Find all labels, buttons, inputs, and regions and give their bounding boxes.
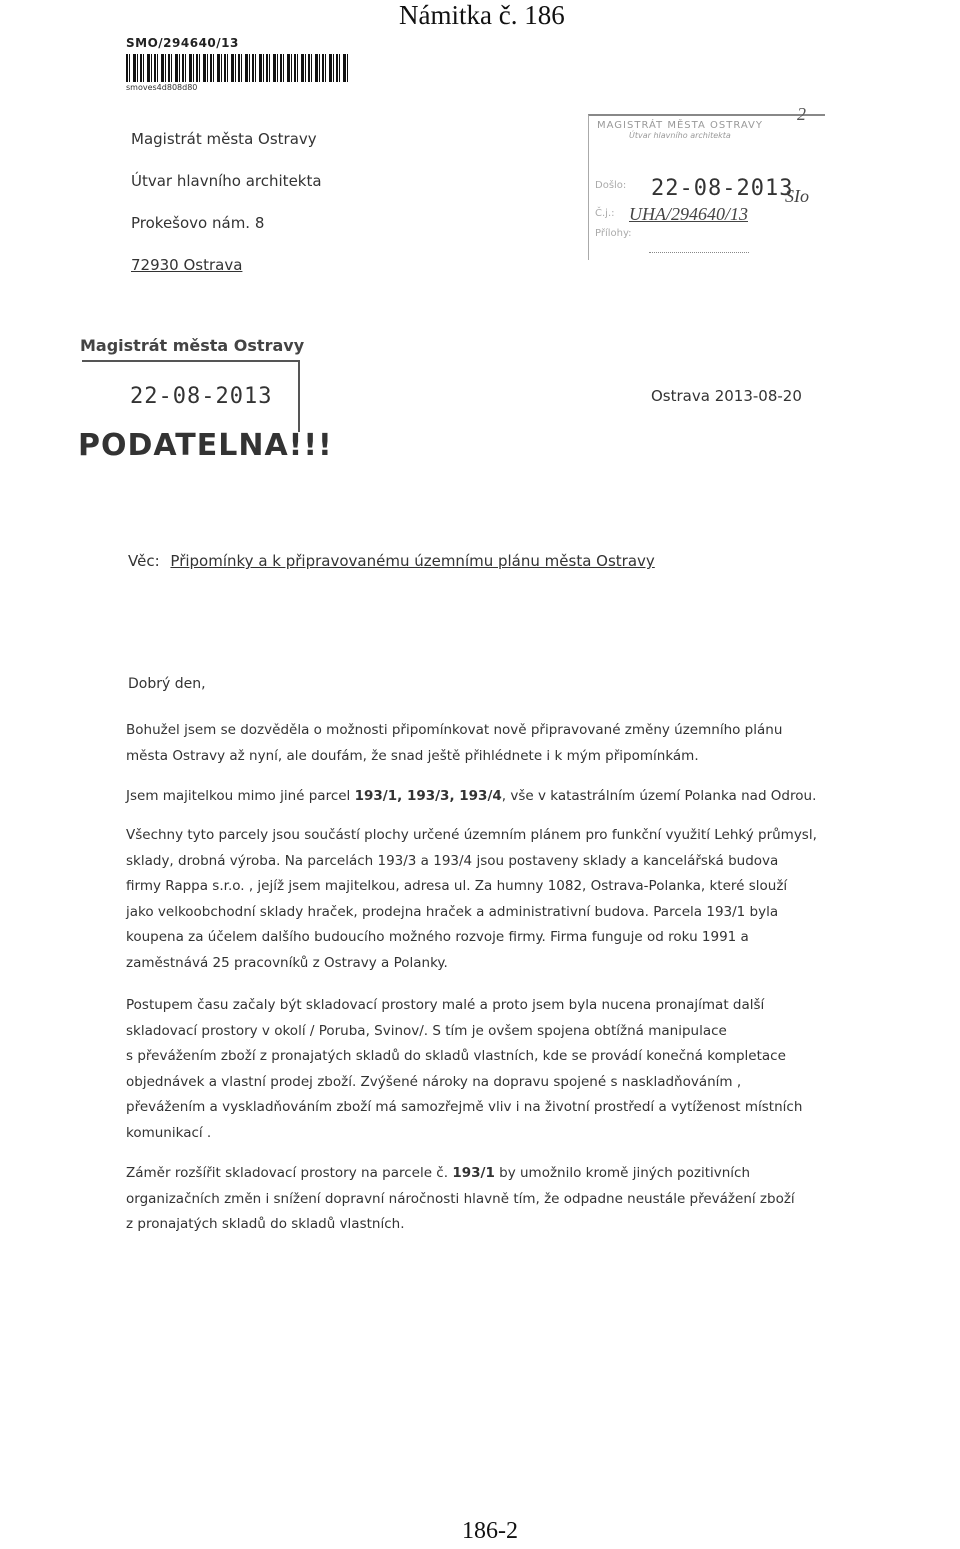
paragraph-line: s převážením zboží z pronajatých skladů do skladů vlastních, kde se provádí konečná kompletace bbox=[126, 1048, 786, 1064]
paragraph-line: z pronajatých skladů do skladů vlastních. bbox=[126, 1216, 405, 1232]
paragraph-line: Bohužel jsem se dozvěděla o možnosti připomínkovat nově připravované změny územního plánu bbox=[126, 722, 783, 738]
address-line-3: Prokešovo nám. 8 bbox=[131, 214, 265, 232]
number-label: Č.j.: bbox=[595, 208, 615, 219]
paragraph-1 bbox=[126, 718, 876, 769]
page-title: Námitka č. 186 bbox=[399, 0, 565, 30]
parcel-number: 193/1 bbox=[452, 1165, 495, 1181]
paragraph-line: skladovací prostory v okolí / Poruba, Svinov/. S tím je ovšem spojena obtížná manipulace bbox=[126, 1022, 727, 1039]
paragraph-text: by umožnilo kromě jiných pozitivních bbox=[494, 1165, 751, 1181]
paragraph-5 bbox=[126, 1161, 876, 1238]
paragraph-2 bbox=[126, 784, 876, 810]
paragraph-line: Postupem času začaly být skladovací prostory malé a proto jsem byla nucena pronajímat další bbox=[126, 997, 765, 1013]
paragraph-line: převážením a vyskladňováním zboží má samozřejmě vliv i na životní prostředí a vytíženost místních bbox=[126, 1099, 803, 1115]
registry-stamp-title: Magistrát města Ostravy bbox=[80, 336, 305, 355]
paragraph-line bbox=[126, 1161, 876, 1187]
greeting: Dobrý den, bbox=[128, 676, 206, 692]
received-reference: UHA/294640/13 bbox=[629, 204, 748, 224]
paragraph-line: zaměstnává 25 pracovníků z Ostravy a Polanky. bbox=[126, 954, 448, 971]
paragraph-line: Všechny tyto parcely jsou součástí plochy určené územním plánem pro funkční využití Lehký průmysl, bbox=[126, 827, 817, 843]
received-label: Došlo: bbox=[595, 180, 627, 191]
registry-stamp-date: 22-08-2013 bbox=[130, 384, 273, 409]
received-stamp-title: MAGISTRÁT MĚSTA OSTRAVY bbox=[597, 120, 764, 131]
paragraph-line bbox=[126, 784, 876, 810]
received-corner-mark: 2 bbox=[797, 104, 806, 124]
paragraph-line: objednávek a vlastní prodej zboží. Zvýšené nároky na dopravu spojené s naskladňováním , bbox=[126, 1073, 742, 1090]
paragraph-line: jako velkoobchodní sklady hraček, prodejna hraček a administrativní budova. Parcela 193/1 byla bbox=[126, 903, 779, 920]
paragraph-text: Záměr rozšířit skladovací prostory na parcele č. bbox=[126, 1165, 453, 1181]
subject-line bbox=[128, 552, 655, 570]
place-date: Ostrava 2013-08-20 bbox=[651, 387, 802, 405]
registry-stamp-label: PODATELNA!!! bbox=[78, 428, 333, 463]
address-line-4: 72930 Ostrava bbox=[131, 256, 243, 274]
paragraph-line: sklady, drobná výroba. Na parcelách 193/3 a 193/4 jsou postaveny sklady a kancelářská budova bbox=[126, 852, 779, 869]
received-date: 22-08-2013 bbox=[651, 176, 794, 201]
barcode-label bbox=[126, 36, 356, 92]
paragraph-line: firmy Rappa s.r.o. , jejíž jsem majitelkou, adresa ul. Za humny 1082, Ostrava-Polanka, které slouží bbox=[126, 878, 788, 894]
subject-text: Připomínky a k připravovanému územnímu plánu města Ostravy bbox=[170, 552, 655, 570]
paragraph-line: města Ostravy až nyní, ale doufám, že snad ještě přihlédnete i k mým připomínkám. bbox=[126, 747, 699, 764]
paragraph-line: koupena za účelem dalšího budoucího možného rozvoje firmy. Firma funguje od roku 1991 a bbox=[126, 929, 749, 945]
attachments-dotted-line bbox=[649, 252, 749, 253]
subject-label: Věc: bbox=[128, 552, 160, 570]
paragraph-text: Jsem majitelkou mimo jiné parcel bbox=[126, 788, 355, 804]
page-number: 186-2 bbox=[462, 1518, 518, 1544]
paragraph-line: komunikací . bbox=[126, 1124, 212, 1141]
address-line-1: Magistrát města Ostravy bbox=[131, 130, 317, 148]
paragraph-3 bbox=[126, 823, 876, 976]
address-line-2: Útvar hlavního architekta bbox=[131, 172, 322, 190]
received-side-note: SIo bbox=[785, 186, 809, 206]
barcode-icon bbox=[126, 54, 350, 82]
barcode-code: smoves4d808d80 bbox=[126, 83, 198, 92]
barcode-id: SMO/294640/13 bbox=[126, 36, 239, 50]
paragraph-text: , vše v katastrálním území Polanka nad Odrou. bbox=[501, 788, 817, 804]
attachments-label: Přílohy: bbox=[595, 228, 632, 239]
paragraph-line: organizačních změn i snížení dopravní náročnosti hlavně tím, že odpadne neustále převážení zboží bbox=[126, 1190, 795, 1207]
received-stamp bbox=[588, 104, 825, 260]
received-stamp-subtitle: Útvar hlavního architekta bbox=[629, 131, 731, 140]
parcel-numbers: 193/1, 193/3, 193/4 bbox=[354, 788, 502, 804]
paragraph-4 bbox=[126, 993, 876, 1146]
